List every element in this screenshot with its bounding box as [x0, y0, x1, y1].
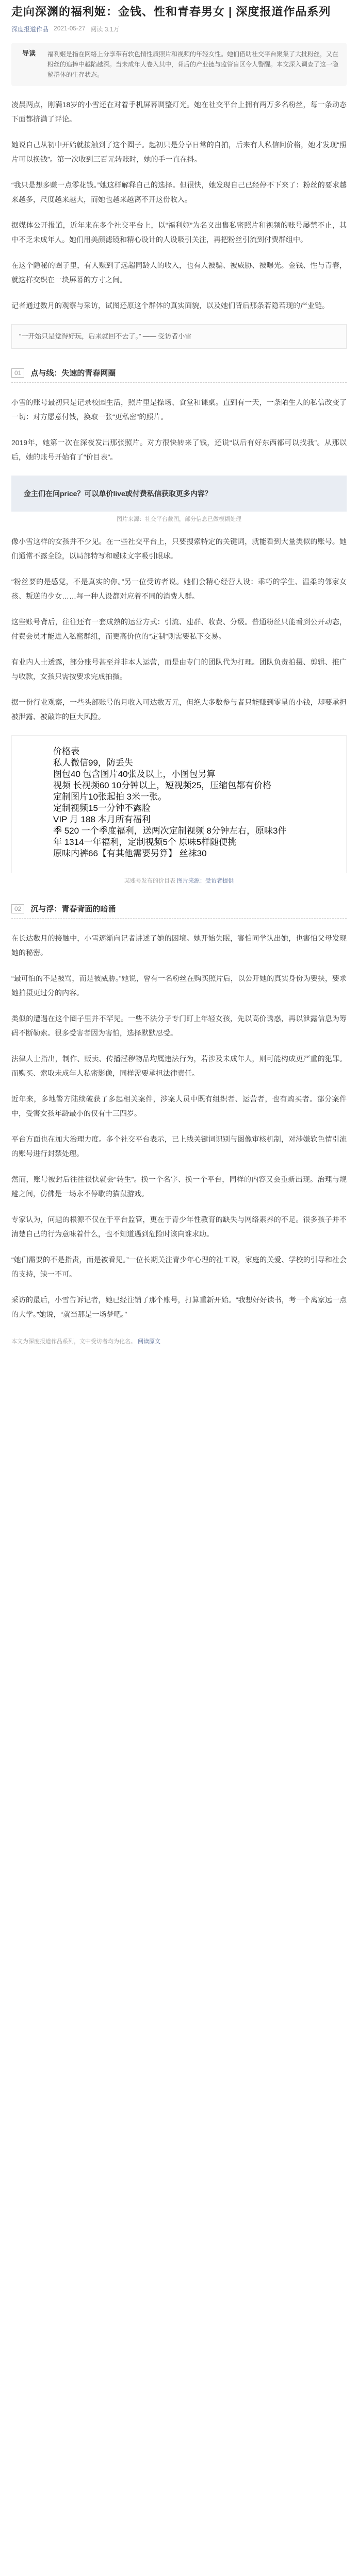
account-link[interactable]: 深度报道作品: [11, 26, 49, 33]
price-list-line: 定制图片10张起拍 3米一张。: [53, 792, 167, 802]
figure-caption: 图片来源：社交平台截图，部分信息已做模糊处理: [117, 516, 241, 522]
price-list: [53, 746, 346, 859]
publish-date: 2021-05-27: [54, 25, 86, 32]
section-header-1: [11, 367, 347, 383]
figure-caption-author: 图片来源：受访者提供: [177, 878, 234, 884]
price-list-figure: [11, 735, 347, 873]
section-paragraph: 采访的最后，小雪告诉记者，她已经注销了那个账号，打算重新开始。“我想好好读书，考一个离家远一点的大学。”她说，“就当那是一场梦吧。”: [11, 1296, 347, 1318]
section-title: 沉与浮：青春背面的暗涌: [30, 905, 116, 913]
chat-screenshot-figure: [11, 476, 347, 512]
source-note: [11, 1337, 347, 1345]
chat-screenshot-text: 金主们在问price？可以单价live或付费私信获取更多内容？: [24, 489, 212, 498]
figure-caption-text: 某账号发布的价目表: [124, 878, 175, 884]
section-paragraph: “最可怕的不是被骂，而是被威胁。”她说，曾有一名粉丝在购买照片后，以公开她的真实身份为要挟，要求她拍摄更过分的内容。: [11, 974, 347, 997]
section-paragraph: 法律人士指出，制作、贩卖、传播淫秽物品均属违法行为，若涉及未成年人，则可能构成更严重的犯罪。而购买、索取未成年人私密影像，同样需要承担法律责任。: [11, 1055, 347, 1077]
summary-tag: 导读: [22, 49, 36, 57]
figure-caption: [11, 876, 347, 885]
section-paragraph: 2019年，她第一次在深夜发出那张照片。对方很快转来了钱，还说“以后有好东西都可以找我”。从那以后，她的账号开始有了“价目表”。: [11, 438, 347, 461]
section-paragraph: “粉丝要的是感觉，不是真实的你。”另一位受访者说。她们会精心经营人设：乖巧的学生、温柔的邻家女孩、叛逆的少女……每一种人设都对应着不同的消费人群。: [11, 578, 347, 600]
section-paragraph: 据一份行业观察，一些头部账号的月收入可达数万元，但绝大多数参与者只能赚到零星的小钱，却要承担被泄露、被敲诈的巨大风险。: [11, 698, 347, 721]
intro-paragraph: 她说自己从初中开始就接触到了这个圈子。起初只是分享日常的自拍，后来有人私信问价格，她才发现“照片可以换钱”。第一次收到三百元转账时，她的手一直在抖。: [11, 141, 347, 163]
section-paragraph: 专家认为，问题的根源不仅在于平台监管，更在于青少年性教育的缺失与网络素养的不足。很多孩子并不清楚自己的行为意味着什么，也不知道遇到危险时该向谁求助。: [11, 1215, 347, 1238]
section-paragraph: 近年来，多地警方陆续破获了多起相关案件，涉案人员中既有组织者、运营者，也有购买者。部分案件中，受害女孩年龄最小的仅有十三四岁。: [11, 1095, 347, 1117]
price-list-line: VIP 月 188 本月所有福利: [53, 815, 151, 824]
article-page: [0, 4, 358, 1345]
section-paragraph: 类似的遭遇在这个圈子里并不罕见。一些不法分子专门盯上年轻女孩，先以高价诱惑，再以泄露信息为筹码不断勒索。很多受害者因为害怕，选择默默忍受。: [11, 1014, 347, 1037]
section-number: 01: [11, 368, 24, 378]
intro-paragraph: 据媒体公开报道，近年来在多个社交平台上，以“福利姬”为名义出售私密照片和视频的账号屡禁不止，其中不乏未成年人。她们用美颜滤镜和精心设计的人设吸引关注，再把粉丝引流到付费群组中。: [11, 221, 347, 244]
intro-paragraph: 记者通过数月的观察与采访，试图还原这个群体的真实面貌，以及她们背后那条若隐若现的产业链。: [11, 301, 329, 310]
price-list-line: 视频 长视频60 10分钟以上，短视频25，压缩包都有价格: [53, 781, 272, 790]
article-meta: [11, 25, 347, 33]
section-paragraph: 小雪的账号最初只是记录校园生活，照片里是操场、食堂和课桌。直到有一天，一条陌生人的私信改变了一切：对方愿意付钱，换取一张“更私密”的照片。: [11, 398, 347, 421]
section-paragraph: “她们需要的不是指责，而是被看见。”一位长期关注青少年心理的社工说，家庭的关爱、学校的引导和社会的支持，缺一不可。: [11, 1256, 347, 1278]
section-number: 02: [11, 904, 24, 913]
section-paragraph: 这些账号背后，往往还有一套成熟的运营方式：引流、建群、收费、分级。普通粉丝只能看到公开动态，付费会员才能进入私密群组，而更高价位的“定制”则需要私下交易。: [11, 618, 347, 640]
section-header-2: [11, 903, 347, 919]
source-note-text: 本文为深度报道作品系列，文中受访者均为化名。: [11, 1338, 136, 1345]
read-count: 阅读 3.1万: [90, 26, 120, 33]
section-paragraph: 在长达数月的接触中，小雪逐渐向记者讲述了她的困境。她开始失眠，害怕同学认出她，也害怕父母发现她的秘密。: [11, 934, 347, 957]
section-title: 点与线：失速的青春网圈: [30, 369, 116, 378]
summary-box: [11, 43, 347, 86]
price-list-line: 年 1314一年福利，定制视频5个 原味5样随便挑: [53, 837, 237, 847]
intro-paragraph: “我只是想多赚一点零花钱。”她这样解释自己的选择。但很快，她发现自己已经停不下来了：粉丝的要求越来越多，尺度越来越大，而她也越来越离不开这份收入。: [11, 181, 347, 204]
price-list-line: 季 520 一个季度福利，送两次定制视频 8分钟左右，原味3件: [53, 826, 287, 836]
price-list-line: 私人微信99，防丢失: [53, 758, 133, 768]
price-list-line: 定制视频15一分钟不露脸: [53, 803, 151, 813]
pull-quote: “一开始只是觉得好玩，后来就回不去了。” —— 受访者小雪: [11, 324, 347, 349]
price-list-line: 价格表: [53, 747, 79, 756]
intro-paragraph: 凌晨两点，刚满18岁的小雪还在对着手机屏幕调整灯光。她在社交平台上拥有两万多名粉丝，每一条动态下面都挤满了评论。: [11, 100, 347, 123]
price-list-line: 原味内裤66【有其他需要另算】 丝袜30: [53, 849, 207, 858]
section-paragraph: 然而，账号被封后往往很快就会“转生”。换一个名字、换一个平台，同样的内容又会重新出现。治理与规避之间，仿佛是一场永不停歇的猫鼠游戏。: [11, 1175, 347, 1198]
summary-text: 福利姬是指在网络上分享带有软色情性质照片和视频的年轻女性。她们借助社交平台聚集了大批粉丝，又在粉丝的追捧中越陷越深。当未成年人卷入其中，背后的产业链与监管盲区令人警醒。本文深入调查了这一隐秘群体的生存状态。: [47, 50, 339, 78]
read-original-link[interactable]: 阅读原文: [138, 1338, 161, 1345]
article-title: 走向深渊的福利姬：金钱、性和青春男女 | 深度报道作品系列: [11, 5, 331, 18]
section-paragraph: 像小雪这样的女孩并不少见。在一些社交平台上，只要搜索特定的关键词，就能看到大量类似的账号。她们通常不露全脸，以局部特写和暧昧文字吸引眼球。: [11, 537, 347, 560]
section-paragraph: 有业内人士透露，部分账号甚至并非本人运营，而是由专门的团队代为打理。团队负责拍摄、剪辑、推广与收款，女孩只需按要求完成拍摄。: [11, 658, 347, 681]
price-list-line: 图包40 包含图片40张及以上，小图包另算: [53, 769, 216, 779]
section-paragraph: 平台方面也在加大治理力度。多个社交平台表示，已上线关键词识别与图像审核机制，对涉嫌软色情引流的账号进行封禁处理。: [11, 1135, 347, 1158]
intro-paragraph: 在这个隐秘的圈子里，有人赚到了远超同龄人的收入，也有人被骗、被威胁、被曝光。金钱、性与青春，就这样交织在一块屏幕的方寸之间。: [11, 261, 347, 284]
